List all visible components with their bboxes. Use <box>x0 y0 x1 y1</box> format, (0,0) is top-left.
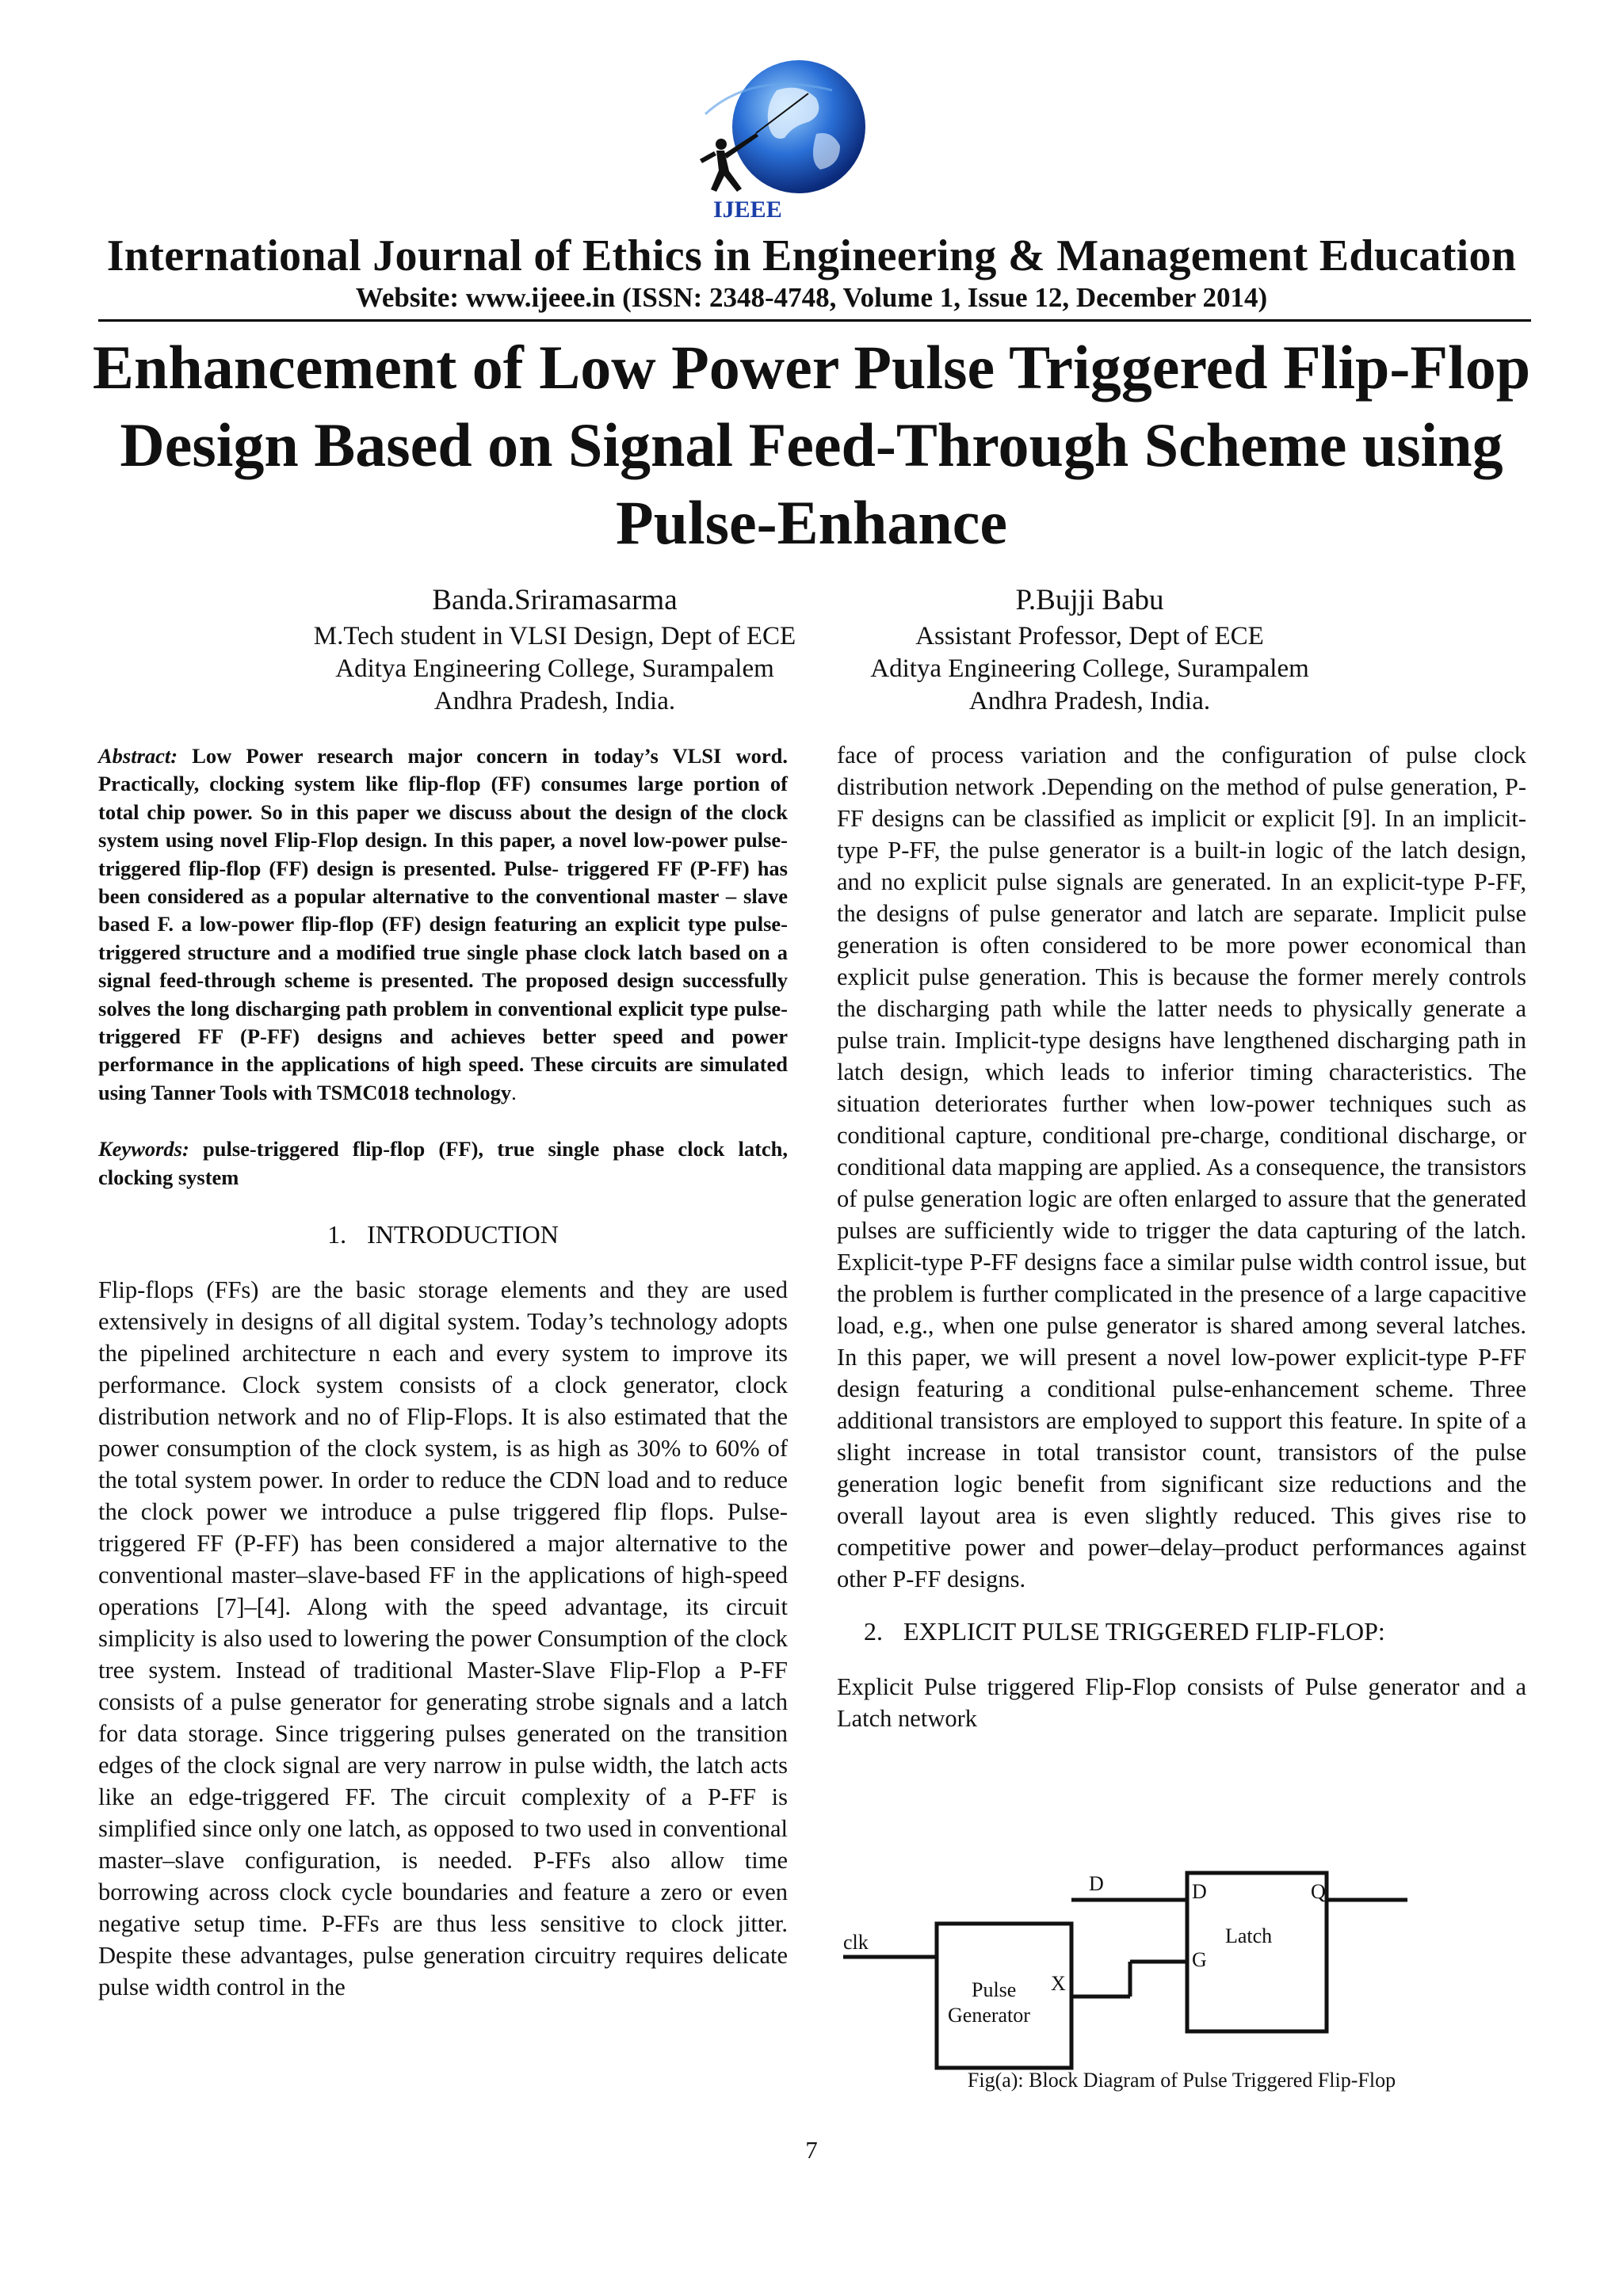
section-paragraph: Explicit Pulse triggered Flip-Flop consists of Pulse generator and a Latch network <box>837 1673 1526 1732</box>
author-block <box>277 582 832 718</box>
section-title: INTRODUCTION <box>367 1220 559 1249</box>
author-role: Assistant Professor, Dept of ECE <box>915 622 1264 650</box>
figure-caption: Fig(a): Block Diagram of Pulse Triggered Flip-Flop <box>967 2069 1396 2092</box>
journal-title: International Journal of Ethics in Engineering & Management Education <box>106 231 1517 280</box>
author-affiliation: Aditya Engineering College, Surampalem <box>335 654 774 683</box>
abstract-period: . <box>511 1080 517 1104</box>
journal-logo <box>658 59 911 225</box>
section-heading <box>98 1219 788 1250</box>
globe-logo-icon <box>658 59 911 225</box>
section-number: 1. <box>327 1220 347 1249</box>
x-label: X <box>1051 1972 1066 1995</box>
latch-label: Latch <box>1225 1924 1273 1947</box>
pulse-generator-label: Generator <box>948 2004 1030 2027</box>
section-title: EXPLICIT PULSE TRIGGERED FLIP-FLOP: <box>903 1617 1385 1646</box>
keywords-label: Keywords: <box>98 1137 189 1161</box>
section-number: 2. <box>864 1617 883 1646</box>
right-column <box>837 739 1526 1734</box>
abstract-label: Abstract: <box>98 744 178 768</box>
clk-label: clk <box>843 1931 869 1954</box>
keywords <box>98 1135 788 1192</box>
masthead-divider <box>98 319 1531 322</box>
author-name: P.Bujji Babu <box>1015 584 1164 616</box>
author-block <box>812 582 1367 718</box>
d-input-label: D <box>1089 1872 1104 1895</box>
pulse-generator-label: Pulse <box>972 1978 1017 2001</box>
paper-title: Enhancement of Low Power Pulse Triggered Flip-Flop Design Based on Signal Feed-Through Scheme using Pulse-Enhance <box>92 333 1531 557</box>
intro-paragraph: Flip-flops (FFs) are the basic storage elements and they are used extensively in designs of all digital system. Today’s technology adopts the pipelined architecture n each and every system to improve its performance. Clock system consists of a clock generator, clock distribution network and no of Flip-Flops. It is also estimated that the power consumption of the clock system, is as high as 30% to 60% of the total system power. In order to reduce the CDN load and to reduce the clock power we introduce a pulse triggered flip flops. Pulse-triggered FF (P-FF) has been considered a major alternative to the conventional master–slave-based FF in the applications of high-speed operations [7]–[4]. Along with the speed advantage, its circuit simplicity is also used to lowering the power Consumption of the clock tree system. Instead of traditional Master-Slave Flip-Flop a P-FF consists of a pulse generator for generating strobe signals and a latch for data storage. Since triggering pulses generated on the transition edges of the clock signal are very narrow in pulse width, the latch acts like an edge-triggered FF. The circuit complexity of a P-FF is simplified since only one latch, as opposed to two used in conventional master–slave configuration, is needed. P-FFs also allow time borrowing across clock cycle boundaries and feature a zero or even negative setup time. P-FFs are thus less sensitive to clock jitter. Despite these advantages, pulse generation circuitry requires delicate pulse width control in the <box>98 1276 788 2001</box>
author-location: Andhra Pradesh, India. <box>968 687 1211 715</box>
author-location: Andhra Pradesh, India. <box>433 687 676 715</box>
latch-d-label: D <box>1192 1880 1207 1903</box>
intro-paragraph-continued: face of process variation and the configuration of pulse clock distribution network .Depending on the method of pulse generation, P-FF designs can be classified as implicit or explicit [9]. In an implicit-type P-FF, the pulse generator is a built-in logic of the latch design, and no explicit pulse signals are generated. In an explicit-type P-FF, the designs of pulse generator and latch are separate. Implicit pulse generation is often considered to be more power economical than explicit pulse generation. This is because the former merely controls the discharging path while the latter needs to physically generate a pulse train. Implicit-type designs have lengthened discharging path in latch design, which leads to inferior timing characteristics. The situation deteriorates further when low-power techniques such as conditional capture, conditional pre-charge, conditional discharge, or conditional data mapping are applied. As a consequence, the transistors of pulse generation logic are often enlarged to assure that the generated pulses are sufficiently wide to trigger the data capturing of the latch. Explicit-type P-FF designs face a similar pulse width control issue, but the problem is further complicated in the presence of a large capacitive load, e.g., when one pulse generator is shared among several latches. In this paper, we will present a novel low-power explicit-type P-FF design featuring a conditional pulse-enhancement scheme. Three additional transistors are employed to support this feature. In spite of a slight increase in total transistor count, transistors of the pulse generation logic benefit from significant size reductions and the overall layout area is even slightly reduced. This gives rise to competitive power and power–delay–product performances against other P-FF designs. <box>837 742 1526 1592</box>
keywords-text: pulse-triggered flip-flop (FF), true single phase clock latch, clocking system <box>98 1137 789 1189</box>
section-heading <box>864 1615 1526 1647</box>
author-name: Banda.Sriramasarma <box>432 584 678 616</box>
q-label: Q <box>1311 1880 1326 1903</box>
abstract-text: Low Power research major concern in today’s VLSI word. Practically, clocking system like flip-flop (FF) consumes large portion of total chip power. So in this paper we discuss about the design of the clock system using novel Flip-Flop design. In this paper, a novel low-power pulse-triggered flip-flop (FF) design is presented. Pulse- triggered FF (P-FF) has been considered as a popular alternative to the conventional master – slave based F. a low-power flip-flop (FF) design featuring an explicit type pulse-triggered structure and a modified true single phase clock latch based on a signal feed-through scheme is presented. The proposed design successfully solves the long discharging path problem in conventional explicit type pulse-triggered FF (P-FF) designs and achieves better speed and power performance in the applications of high speed. These circuits are simulated using Tanner Tools with TSMC018 technology <box>98 744 788 1104</box>
block-diagram <box>837 1846 1526 2076</box>
latch-block <box>1187 1873 1327 2031</box>
logo-text: IJEEE <box>713 196 782 223</box>
author-role: M.Tech student in VLSI Design, Dept of ECE <box>313 622 796 650</box>
page-number: 7 <box>805 2136 818 2164</box>
author-affiliation: Aditya Engineering College, Surampalem <box>870 654 1309 683</box>
left-column <box>98 742 788 2003</box>
abstract <box>98 742 788 1107</box>
journal-issue-line: Website: www.ijeee.in (ISSN: 2348-4748, Volume 1, Issue 12, December 2014) <box>355 282 1268 313</box>
latch-g-label: G <box>1192 1948 1207 1971</box>
